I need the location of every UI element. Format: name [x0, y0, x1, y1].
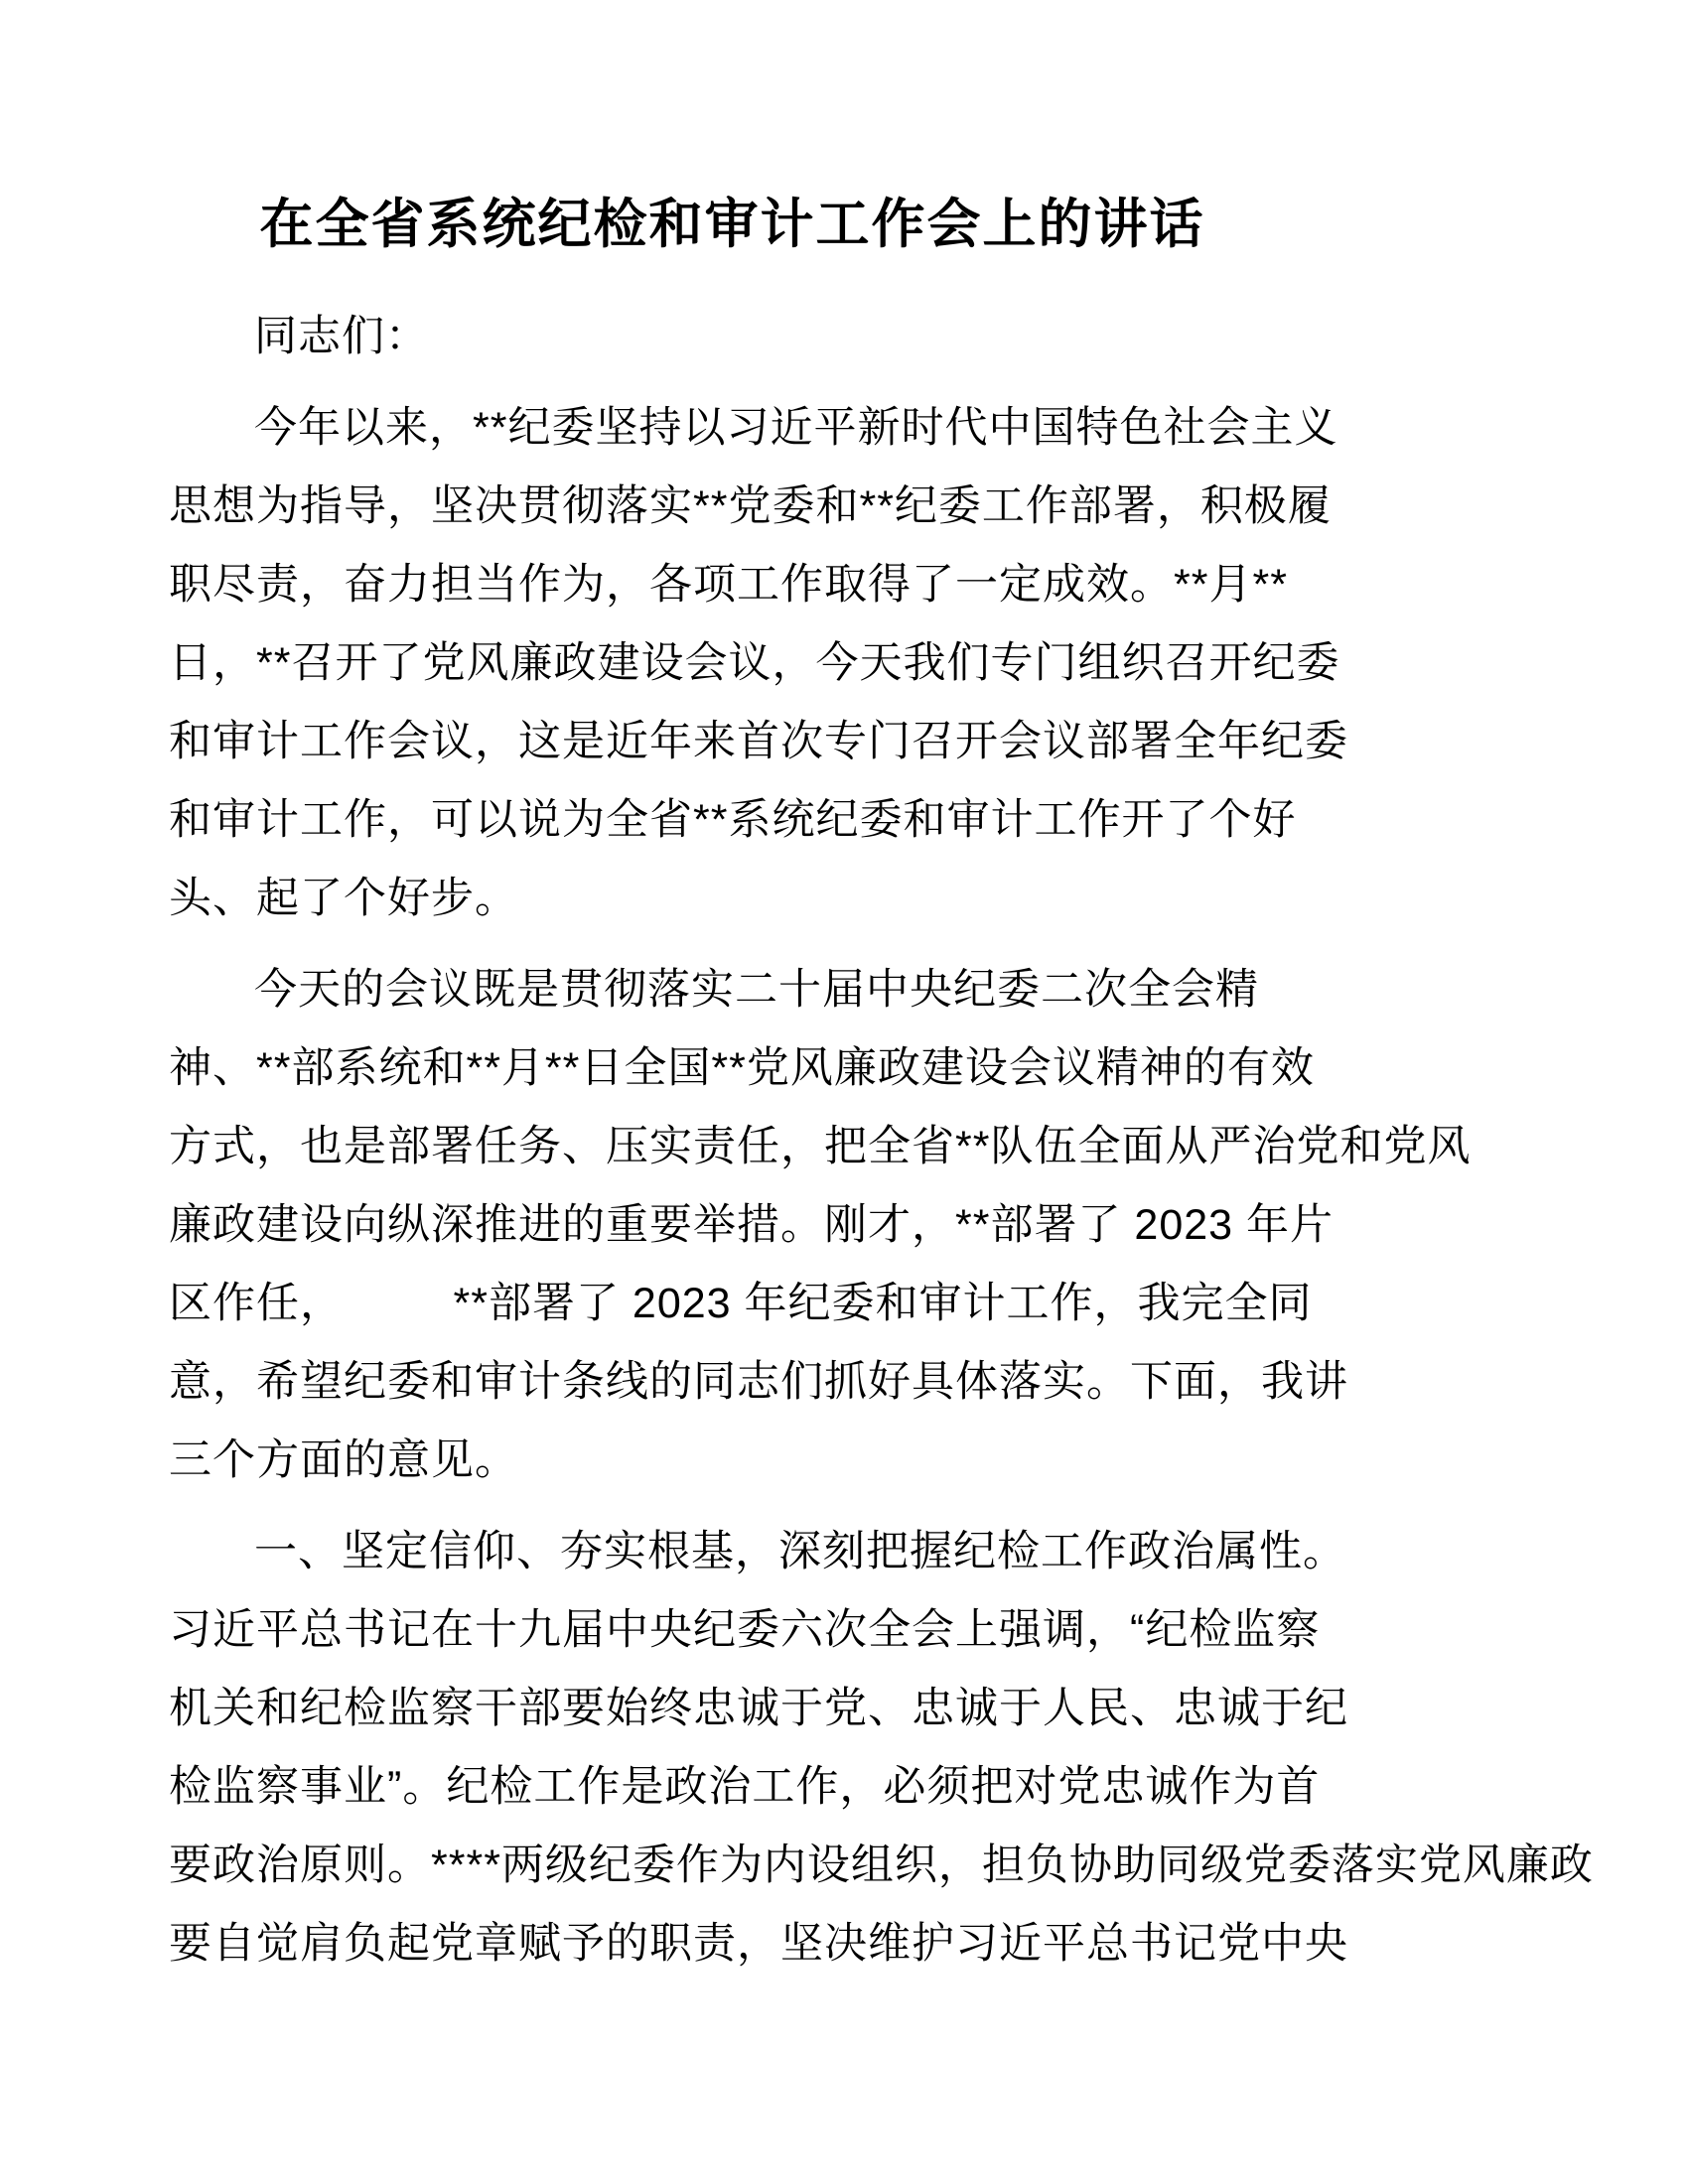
text-line: 意，希望纪委和审计条线的同志们抓好具体落实。下面，我讲: [169, 1358, 1348, 1407]
text-line: 思想为指导，坚决贯彻落实**党委和**纪委工作部署，积极履: [169, 482, 1332, 531]
text-line: 头、起了个好步。: [169, 875, 518, 923]
text-line: 区作任， **部署了 2023 年纪委和审计工作，我完全同: [169, 1280, 1313, 1328]
text-line: 一、坚定信仰、夯实根基，深刻把握纪检工作政治属性。: [254, 1528, 1346, 1576]
text-line: 要自觉肩负起党章赋予的职责，坚决维护习近平总书记党中央: [169, 1920, 1348, 1969]
text-line: 职尽责，奋力担当作为，各项工作取得了一定成效。**月**: [169, 561, 1288, 610]
document-title: 在全省系统纪检和审计工作会上的讲话: [259, 195, 1205, 254]
text-line: 日，**召开了党风廉政建设会议，今天我们专门组织召开纪委: [169, 639, 1340, 688]
text-line: 和审计工作，可以说为全省**系统纪委和审计工作开了个好: [169, 796, 1297, 845]
text-line: 廉政建设向纵深推进的重要举措。刚才，**部署了 2023 年片: [169, 1201, 1335, 1250]
text-line: 习近平总书记在十九届中央纪委六次全会上强调，“纪检监察: [169, 1606, 1321, 1655]
text-line: 和审计工作会议，这是近年来首次专门召开会议部署全年纪委: [169, 718, 1348, 766]
text-line: 检监察事业”。纪检工作是政治工作，必须把对党忠诚作为首: [169, 1763, 1321, 1812]
text-line: 方式，也是部署任务、压实责任，把全省**队伍全面从严治党和党风: [169, 1123, 1472, 1171]
text-line: 三个方面的意见。: [169, 1436, 518, 1485]
text-line: 神、**部系统和**月**日全国**党风廉政建设会议精神的有效: [169, 1044, 1315, 1093]
text-line: 今年以来，**纪委坚持以习近平新时代中国特色社会主义: [254, 404, 1338, 453]
text-line: 机关和纪检监察干部要始终忠诚于党、忠诚于人民、忠诚于纪: [169, 1685, 1348, 1733]
text-line: 同志们：: [254, 313, 429, 361]
text-line: 今天的会议既是贯彻落实二十届中央纪委二次全会精: [254, 966, 1259, 1015]
text-line: 要政治原则。****两级纪委作为内设组织，担负协助同级党委落实党风廉政: [169, 1842, 1594, 1890]
